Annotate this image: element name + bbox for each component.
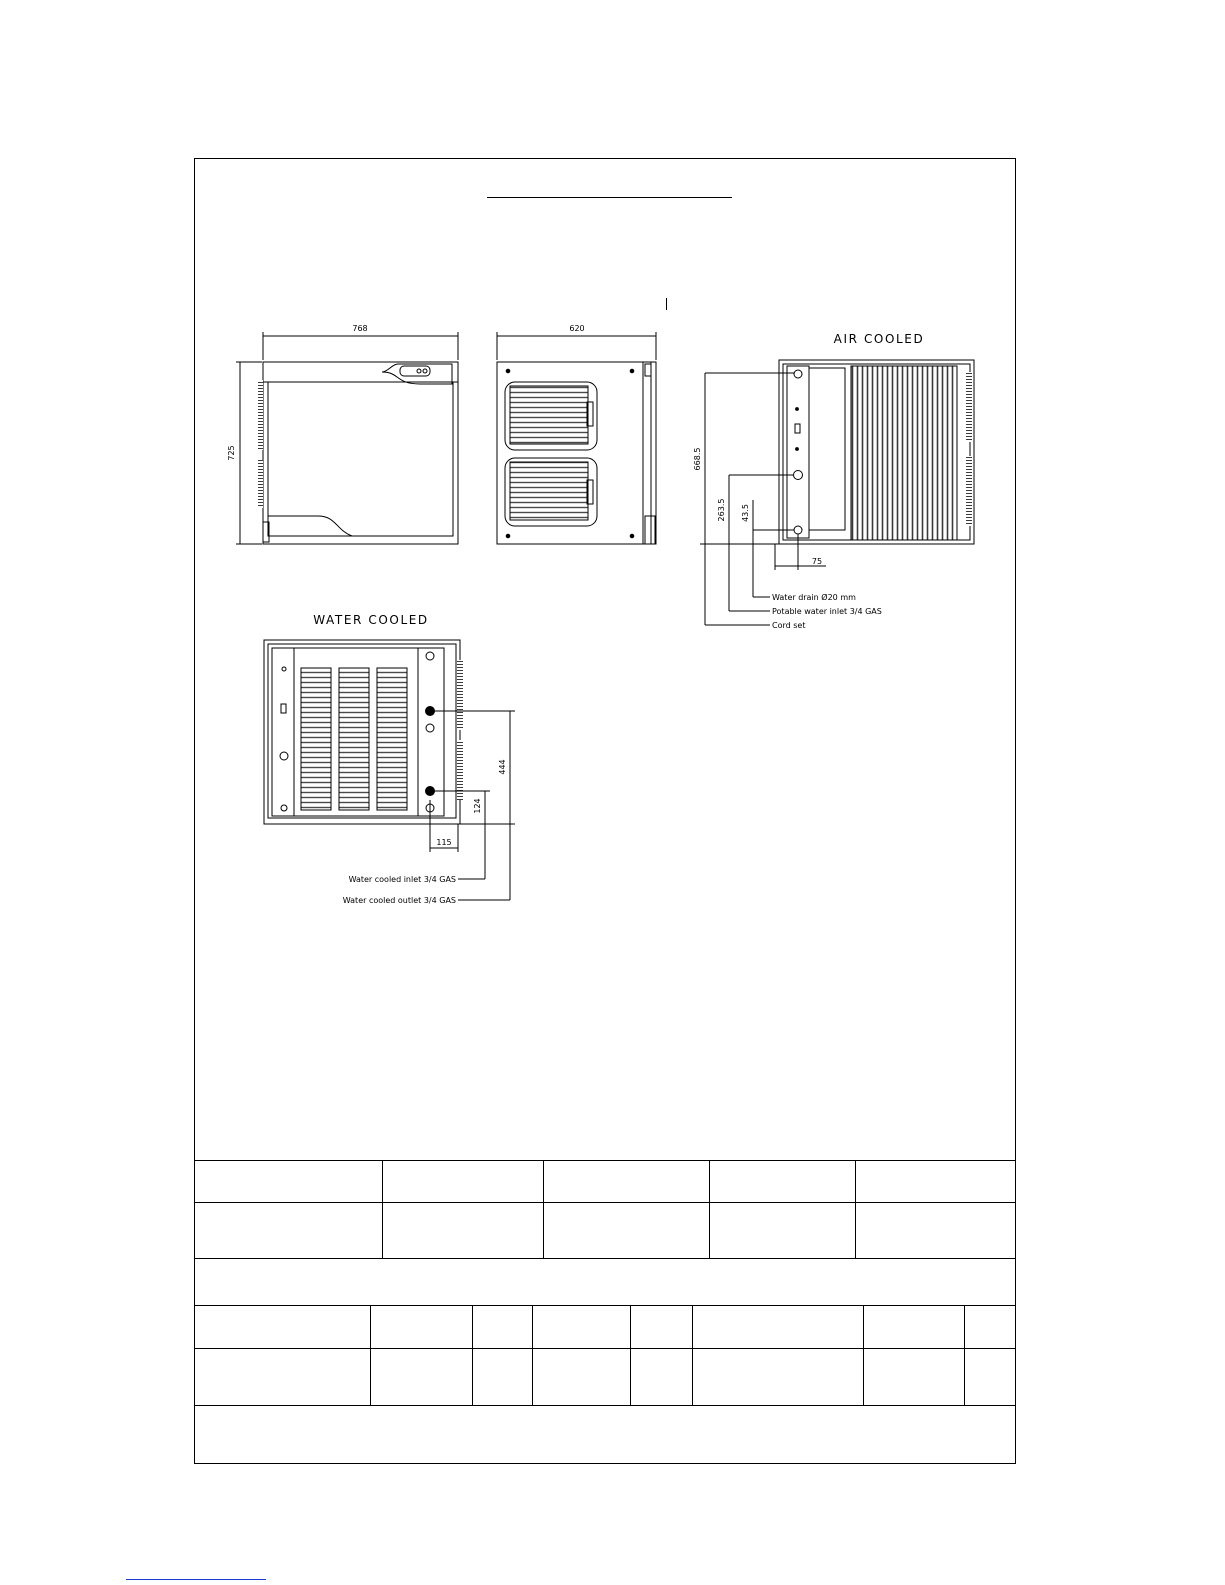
water-cooled-rear-view: [264, 640, 515, 900]
footer-link-underline[interactable]: [126, 1579, 266, 1580]
table-cell: [473, 1306, 533, 1349]
dim-label-cord-set: 668.5: [693, 447, 702, 471]
water-cooled-heading: WATER COOLED: [313, 613, 429, 627]
indicator-icon: [796, 408, 799, 411]
air-side-fins: [966, 372, 972, 442]
port-icon: [426, 724, 434, 732]
switch-icon: [795, 424, 800, 433]
screw-icon: [506, 369, 510, 373]
water-louver-1: [301, 668, 331, 810]
side-foot: [645, 516, 655, 544]
callout-inlet: Water cooled inlet 3/4 GAS: [348, 875, 456, 884]
front-top-band: [263, 362, 458, 382]
table-cell: [383, 1161, 544, 1203]
table-row: [195, 1306, 1016, 1349]
cord-set-port-icon: [794, 370, 802, 378]
table-cell-wide: [195, 1406, 1016, 1464]
table-cell: [383, 1203, 544, 1259]
table-cell: [473, 1349, 533, 1406]
water-louver-2: [339, 668, 369, 810]
table-cell: [856, 1161, 1016, 1203]
table-cell-wide: [195, 1259, 1016, 1306]
callout-outlet: Water cooled outlet 3/4 GAS: [342, 896, 456, 905]
table-cell: [856, 1203, 1016, 1259]
table-row: [195, 1349, 1016, 1406]
front-left-fins: [258, 460, 263, 508]
front-bottom-grille: [268, 516, 352, 536]
dim-label-inlet: 263.5: [717, 498, 726, 522]
table-cell: [195, 1306, 371, 1349]
dim-label-inlet: 124: [473, 798, 482, 814]
cord-port-icon: [280, 752, 288, 760]
table-cell: [631, 1349, 693, 1406]
side-vent-lower: [510, 462, 588, 520]
led-icon: [417, 369, 421, 373]
table-cell: [710, 1203, 856, 1259]
table-cell: [533, 1306, 631, 1349]
potable-inlet-port-icon: [794, 471, 803, 480]
front-control-panel: [382, 364, 452, 384]
front-cabinet-outline: [263, 362, 458, 544]
front-panel: [268, 382, 453, 536]
front-left-fins: [258, 380, 263, 450]
table-row: [195, 1203, 1016, 1259]
table-cell: [195, 1161, 383, 1203]
led-icon: [423, 369, 427, 373]
dim-label-outlet: 444: [498, 759, 507, 775]
port-icon: [281, 805, 287, 811]
dim-label-depth: 620: [569, 324, 585, 333]
dim-label-offset: 115: [436, 838, 452, 847]
table-row: [195, 1259, 1016, 1306]
water-left-panel: [272, 648, 294, 816]
table-cell: [693, 1306, 864, 1349]
spec-table-bottom: [194, 1305, 1016, 1464]
table-cell: [195, 1349, 371, 1406]
screw-icon: [630, 369, 634, 373]
air-cooled-rear-view: [700, 360, 974, 625]
callout-potable-inlet: Potable water inlet 3/4 GAS: [772, 607, 882, 616]
air-connection-panel: [787, 366, 809, 538]
indicator-icon: [282, 667, 286, 671]
table-cell: [371, 1306, 473, 1349]
spec-table-top: [194, 1160, 1016, 1306]
callout-water-drain: Water drain Ø20 mm: [772, 593, 856, 602]
air-access-panel: [809, 368, 845, 530]
table-cell: [533, 1349, 631, 1406]
table-row: [195, 1161, 1016, 1203]
table-cell: [544, 1161, 710, 1203]
table-cell: [631, 1306, 693, 1349]
callout-cord-set: Cord set: [772, 621, 806, 630]
dim-label-drain: 43.5: [741, 504, 750, 522]
side-view: [497, 332, 656, 544]
front-view: [236, 332, 458, 544]
air-condenser-fins: [851, 366, 957, 540]
table-cell: [195, 1203, 383, 1259]
table-cell: [965, 1349, 1016, 1406]
air-cooled-heading: AIR COOLED: [833, 332, 925, 346]
table-row: [195, 1406, 1016, 1464]
dim-label-width: 768: [352, 324, 368, 333]
display-icon: [400, 366, 430, 376]
table-cell: [965, 1306, 1016, 1349]
water-side-fins: [457, 660, 463, 730]
dim-label-drain-offset: 75: [811, 557, 823, 566]
table-cell: [710, 1161, 856, 1203]
water-drain-port-icon: [794, 526, 802, 534]
table-cell: [693, 1349, 864, 1406]
water-louver-3: [377, 668, 407, 810]
screw-icon: [630, 534, 634, 538]
side-vent-upper: [510, 386, 588, 444]
dim-label-height: 725: [227, 445, 236, 461]
air-side-fins: [966, 456, 972, 526]
switch-icon: [281, 704, 286, 713]
table-cell: [864, 1306, 965, 1349]
inlet-port-icon: [426, 787, 435, 796]
table-cell: [864, 1349, 965, 1406]
table-cell: [371, 1349, 473, 1406]
screw-icon: [506, 534, 510, 538]
port-icon: [426, 652, 434, 660]
outlet-port-icon: [426, 707, 435, 716]
table-cell: [544, 1203, 710, 1259]
side-handle: [645, 364, 651, 376]
indicator-icon: [796, 448, 799, 451]
